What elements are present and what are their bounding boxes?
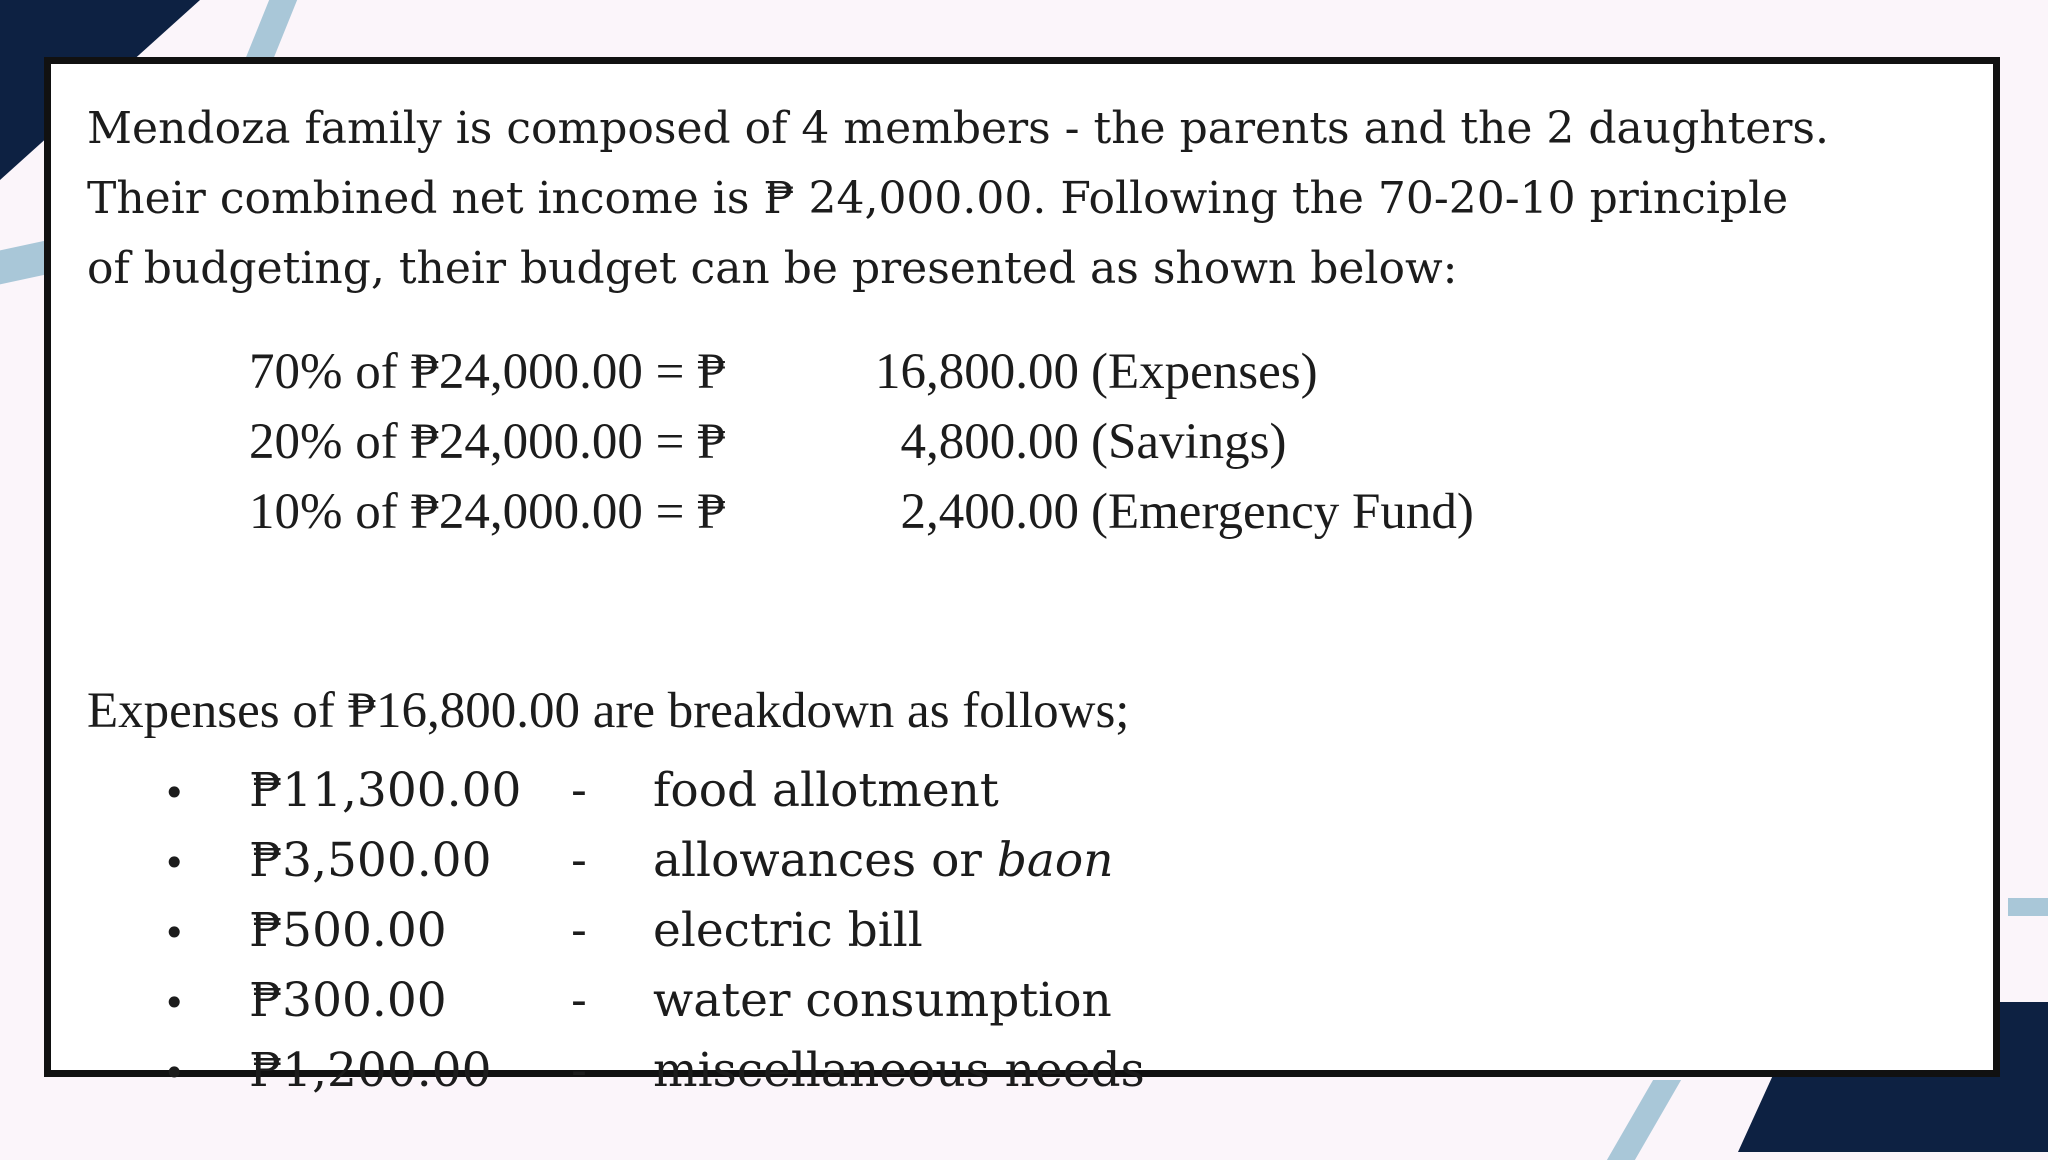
document-box [44, 57, 2000, 1098]
bullet-icon: • [163, 911, 186, 955]
expense-description: electric bill [653, 903, 923, 958]
separator-dash: - [571, 973, 587, 1028]
list-item [163, 1037, 1145, 1107]
formula-amount: 4,800.00 [900, 414, 1079, 470]
formula-amount: 2,400.00 [900, 484, 1079, 540]
bullet-icon: • [163, 1051, 186, 1095]
intro-line: Their combined net income is ₱ 24,000.00. Following the 70-20-10 principle [87, 173, 1789, 224]
breakdown-heading: Expenses of ₱16,800.00 are breakdown as follows; [87, 683, 1130, 739]
formula-category: (Savings) [1091, 414, 1287, 470]
expense-breakdown-list [163, 757, 1145, 1107]
intro-paragraph [87, 94, 1987, 304]
expense-amount: ₱11,300.00 [249, 763, 522, 818]
bullet-icon: • [163, 841, 186, 885]
formula-category: (Expenses) [1091, 344, 1318, 400]
decorative-stroke [1607, 1080, 1681, 1160]
expense-description: food allotment [653, 763, 999, 818]
expense-amount: ₱300.00 [249, 973, 447, 1028]
formula-row-savings [249, 407, 1474, 477]
bullet-icon: • [163, 981, 186, 1025]
decorative-stroke [0, 240, 50, 285]
formula-expression: 20% of ₱24,000.00 = ₱ [249, 414, 726, 470]
decorative-stroke [2008, 898, 2048, 916]
expense-amount: ₱1,200.00 [249, 1043, 492, 1098]
separator-dash: - [571, 1043, 587, 1098]
list-item [163, 967, 1145, 1037]
formula-amount: 16,800.00 [875, 344, 1079, 400]
expense-amount: ₱500.00 [249, 903, 447, 958]
formula-category: (Emergency Fund) [1091, 484, 1474, 540]
separator-dash: - [571, 833, 587, 888]
list-item [163, 897, 1145, 967]
expense-amount: ₱3,500.00 [249, 833, 492, 888]
expense-description: miscellaneous needs [653, 1043, 1145, 1098]
formula-expression: 70% of ₱24,000.00 = ₱ [249, 344, 726, 400]
separator-dash: - [571, 763, 587, 818]
budget-formulas [249, 337, 1474, 547]
formula-row-expenses [249, 337, 1474, 407]
formula-expression: 10% of ₱24,000.00 = ₱ [249, 484, 726, 540]
expense-description: allowances or baon [653, 833, 1114, 888]
intro-line: Mendoza family is composed of 4 members - the parents and the 2 daughters. [87, 103, 1829, 154]
list-item [163, 827, 1145, 897]
bullet-icon: • [163, 771, 186, 815]
list-item [163, 757, 1145, 827]
formula-row-emergency-fund [249, 477, 1474, 547]
expense-description: water consumption [653, 973, 1112, 1028]
separator-dash: - [571, 903, 587, 958]
intro-line: of budgeting, their budget can be presented as shown below: [87, 243, 1458, 294]
